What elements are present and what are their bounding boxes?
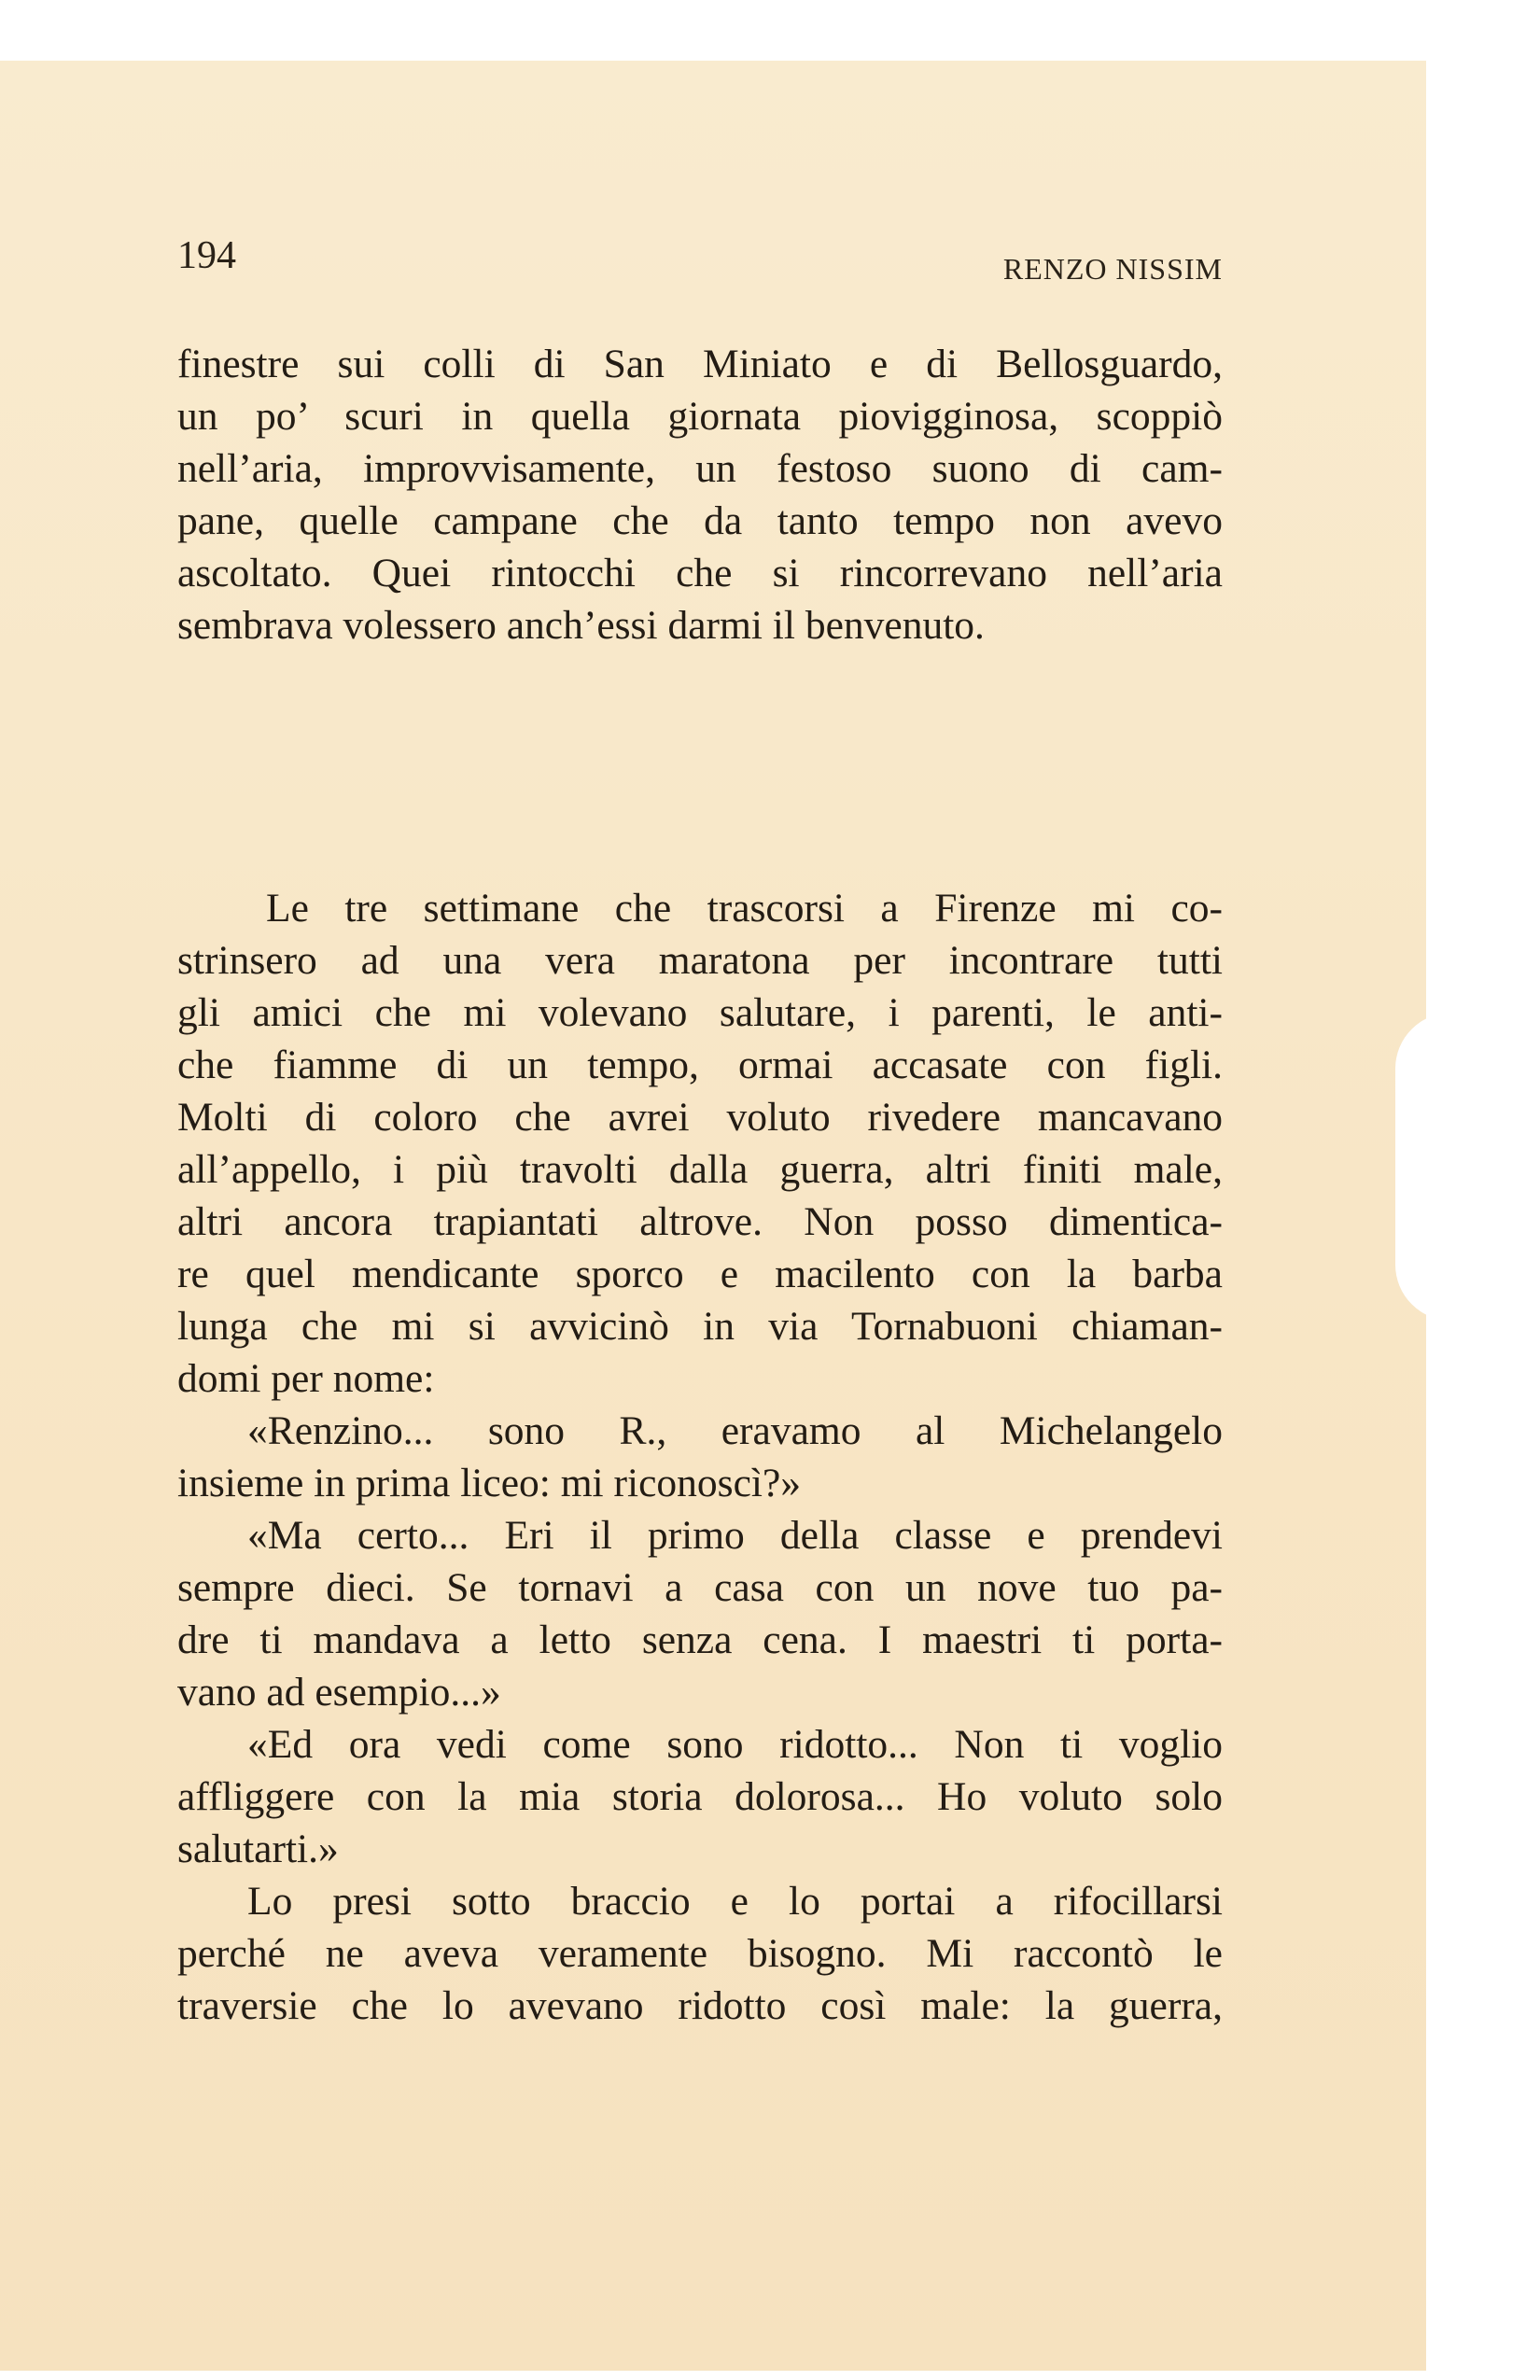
text-line: sempre dieci. Se tornavi a casa con un nove tuo pa-: [177, 1565, 1223, 1610]
text-line: domi per nome:: [177, 1356, 435, 1401]
page-number: 194: [177, 234, 236, 277]
text-line: gli amici che mi volevano salutare, i parenti, le anti-: [177, 990, 1223, 1035]
text-line: ascoltato. Quei rintocchi che si rincorrevano nell’aria: [177, 551, 1223, 595]
page-edge-notch: [1395, 1013, 1461, 1321]
text-line: strinsero ad una vera maratona per incontrare tutti: [177, 938, 1223, 983]
text-line: altri ancora trapiantati altrove. Non posso dimentica-: [177, 1199, 1223, 1244]
text-line: finestre sui colli di San Miniato e di Bellosguardo,: [177, 342, 1223, 386]
text-line: lunga che mi si avvicinò in via Tornabuoni chiaman-: [177, 1304, 1223, 1349]
text-line: affliggere con la mia storia dolorosa... Ho voluto solo: [177, 1774, 1223, 1819]
text-line: «Renzino... sono R., eravamo al Michelangelo: [247, 1408, 1223, 1453]
text-line: insieme in prima liceo: mi riconoscì?»: [177, 1461, 802, 1505]
text-line: pane, quelle campane che da tanto tempo non avevo: [177, 498, 1223, 543]
text-line: Molti di coloro che avrei voluto rivedere mancavano: [177, 1095, 1223, 1140]
text-line: dre ti mandava a letto senza cena. I maestri ti porta-: [177, 1617, 1223, 1662]
text-line: «Ma certo... Eri il primo della classe e prendevi: [247, 1513, 1223, 1558]
text-line: Lo presi sotto braccio e lo portai a rifocillarsi: [247, 1879, 1223, 1924]
text-line: sembrava volessero anch’essi darmi il benvenuto.: [177, 603, 985, 648]
text-line: traversie che lo avevano ridotto così male: la guerra,: [177, 1983, 1223, 2028]
text-line: perché ne aveva veramente bisogno. Mi raccontò le: [177, 1931, 1223, 1976]
text-line: re quel mendicante sporco e macilento con la barba: [177, 1252, 1223, 1296]
text-line: che fiamme di un tempo, ormai accasate con figli.: [177, 1043, 1223, 1087]
text-line: Le tre settimane che trascorsi a Firenze mi co-: [266, 886, 1223, 931]
text-line: all’appello, i più travolti dalla guerra, altri finiti male,: [177, 1147, 1223, 1192]
text-line: un po’ scuri in quella giornata piovigginosa, scoppiò: [177, 394, 1223, 439]
text-line: salutarti.»: [177, 1827, 339, 1871]
running-header-author: RENZO NISSIM: [1002, 252, 1223, 286]
text-line: nell’aria, improvvisamente, un festoso suono di cam-: [177, 446, 1223, 491]
text-line: vano ad esempio...»: [177, 1670, 501, 1715]
text-line: «Ed ora vedi come sono ridotto... Non ti voglio: [247, 1722, 1223, 1767]
